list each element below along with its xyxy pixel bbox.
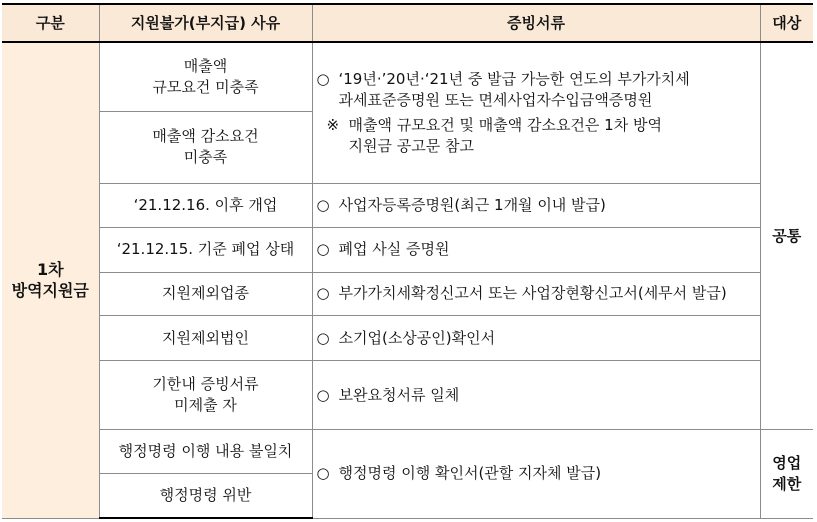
table-row (2, 228, 813, 273)
reason-cell: 지원제외법인 (99, 316, 312, 361)
circle-bullet-icon: ○ (316, 195, 330, 214)
target-line: 제한 (772, 474, 802, 493)
doc-text-line: 과세표준증명원 또는 면세사업자수입금액증명원 (338, 90, 653, 109)
doc-bullet-item (317, 69, 756, 111)
target-line: 영업 (772, 453, 802, 472)
doc-text: 보완요청서류 일체 (338, 385, 460, 404)
doc-text-line: ‘19년·’20년·‘21년 중 발급 가능한 연도의 부가가치세 (338, 69, 690, 88)
reference-mark-icon: ※ (326, 115, 340, 134)
header-category: 구분 (2, 4, 99, 42)
category-line1: 1차 (36, 260, 64, 280)
reason-cell: ‘21.12.16. 이후 개업 (99, 183, 312, 228)
table-row (2, 316, 813, 361)
reason-line: 매출액 (183, 56, 228, 75)
category-cell (2, 42, 99, 518)
circle-bullet-icon: ○ (316, 284, 330, 303)
header-documents: 증빙서류 (312, 4, 760, 42)
table-row (2, 360, 813, 429)
sales-docs-cell (312, 42, 760, 183)
circle-bullet-icon: ○ (316, 69, 330, 88)
reason-line: 미충족 (183, 148, 228, 167)
circle-bullet-icon: ○ (316, 464, 330, 483)
category-line2: 방역지원금 (11, 281, 89, 301)
circle-bullet-icon: ○ (316, 328, 330, 347)
doc-text: 행정명령 이행 확인서(관할 지자체 발급) (338, 464, 602, 483)
reason-cell: 지원제외업종 (99, 272, 312, 316)
table-row (2, 272, 813, 316)
reason-cell (99, 360, 312, 429)
header-reason: 지원불가(부지급) 사유 (99, 4, 312, 42)
reason-line: 미제출 자 (174, 396, 237, 415)
doc-text: 사업자등록증명원(최근 1개월 이내 발급) (338, 195, 606, 214)
doc-cell (312, 360, 760, 429)
reason-cell: 행정명령 위반 (99, 473, 312, 518)
table-row (2, 183, 813, 228)
reason-cell: 행정명령 이행 내용 불일치 (99, 430, 312, 474)
doc-cell (312, 272, 760, 316)
doc-cell (312, 183, 760, 228)
reason-line: 매출액 감소요건 (152, 127, 259, 146)
reason-cell (99, 42, 312, 111)
circle-bullet-icon: ○ (316, 385, 330, 404)
table-row (2, 430, 813, 474)
admin-order-docs-cell (312, 430, 760, 518)
header-row (2, 4, 813, 42)
reason-line: 기한내 증빙서류 (152, 375, 259, 394)
note-line: 매출액 규모요건 및 매출액 감소요건은 1차 방역 (348, 115, 662, 134)
doc-cell (312, 316, 760, 361)
note-line: 지원금 공고문 참고 (348, 136, 474, 155)
header-target: 대상 (760, 4, 813, 42)
eligibility-table (2, 3, 813, 519)
circle-bullet-icon: ○ (316, 240, 330, 259)
table-row (2, 42, 813, 111)
doc-text: 부가가치세확정신고서 또는 사업장현황신고서(세무서 발급) (338, 284, 727, 303)
reason-line: 규모요건 미충족 (152, 77, 259, 96)
doc-text: 소기업(소상공인)확인서 (338, 328, 496, 347)
doc-cell (312, 228, 760, 273)
doc-text: 폐업 사실 증명원 (338, 240, 450, 259)
doc-note (317, 115, 756, 157)
target-common-cell: 공통 (760, 42, 813, 430)
reason-cell (99, 111, 312, 183)
reason-cell: ‘21.12.15. 기준 폐업 상태 (99, 228, 312, 273)
target-restricted-cell (760, 430, 813, 518)
